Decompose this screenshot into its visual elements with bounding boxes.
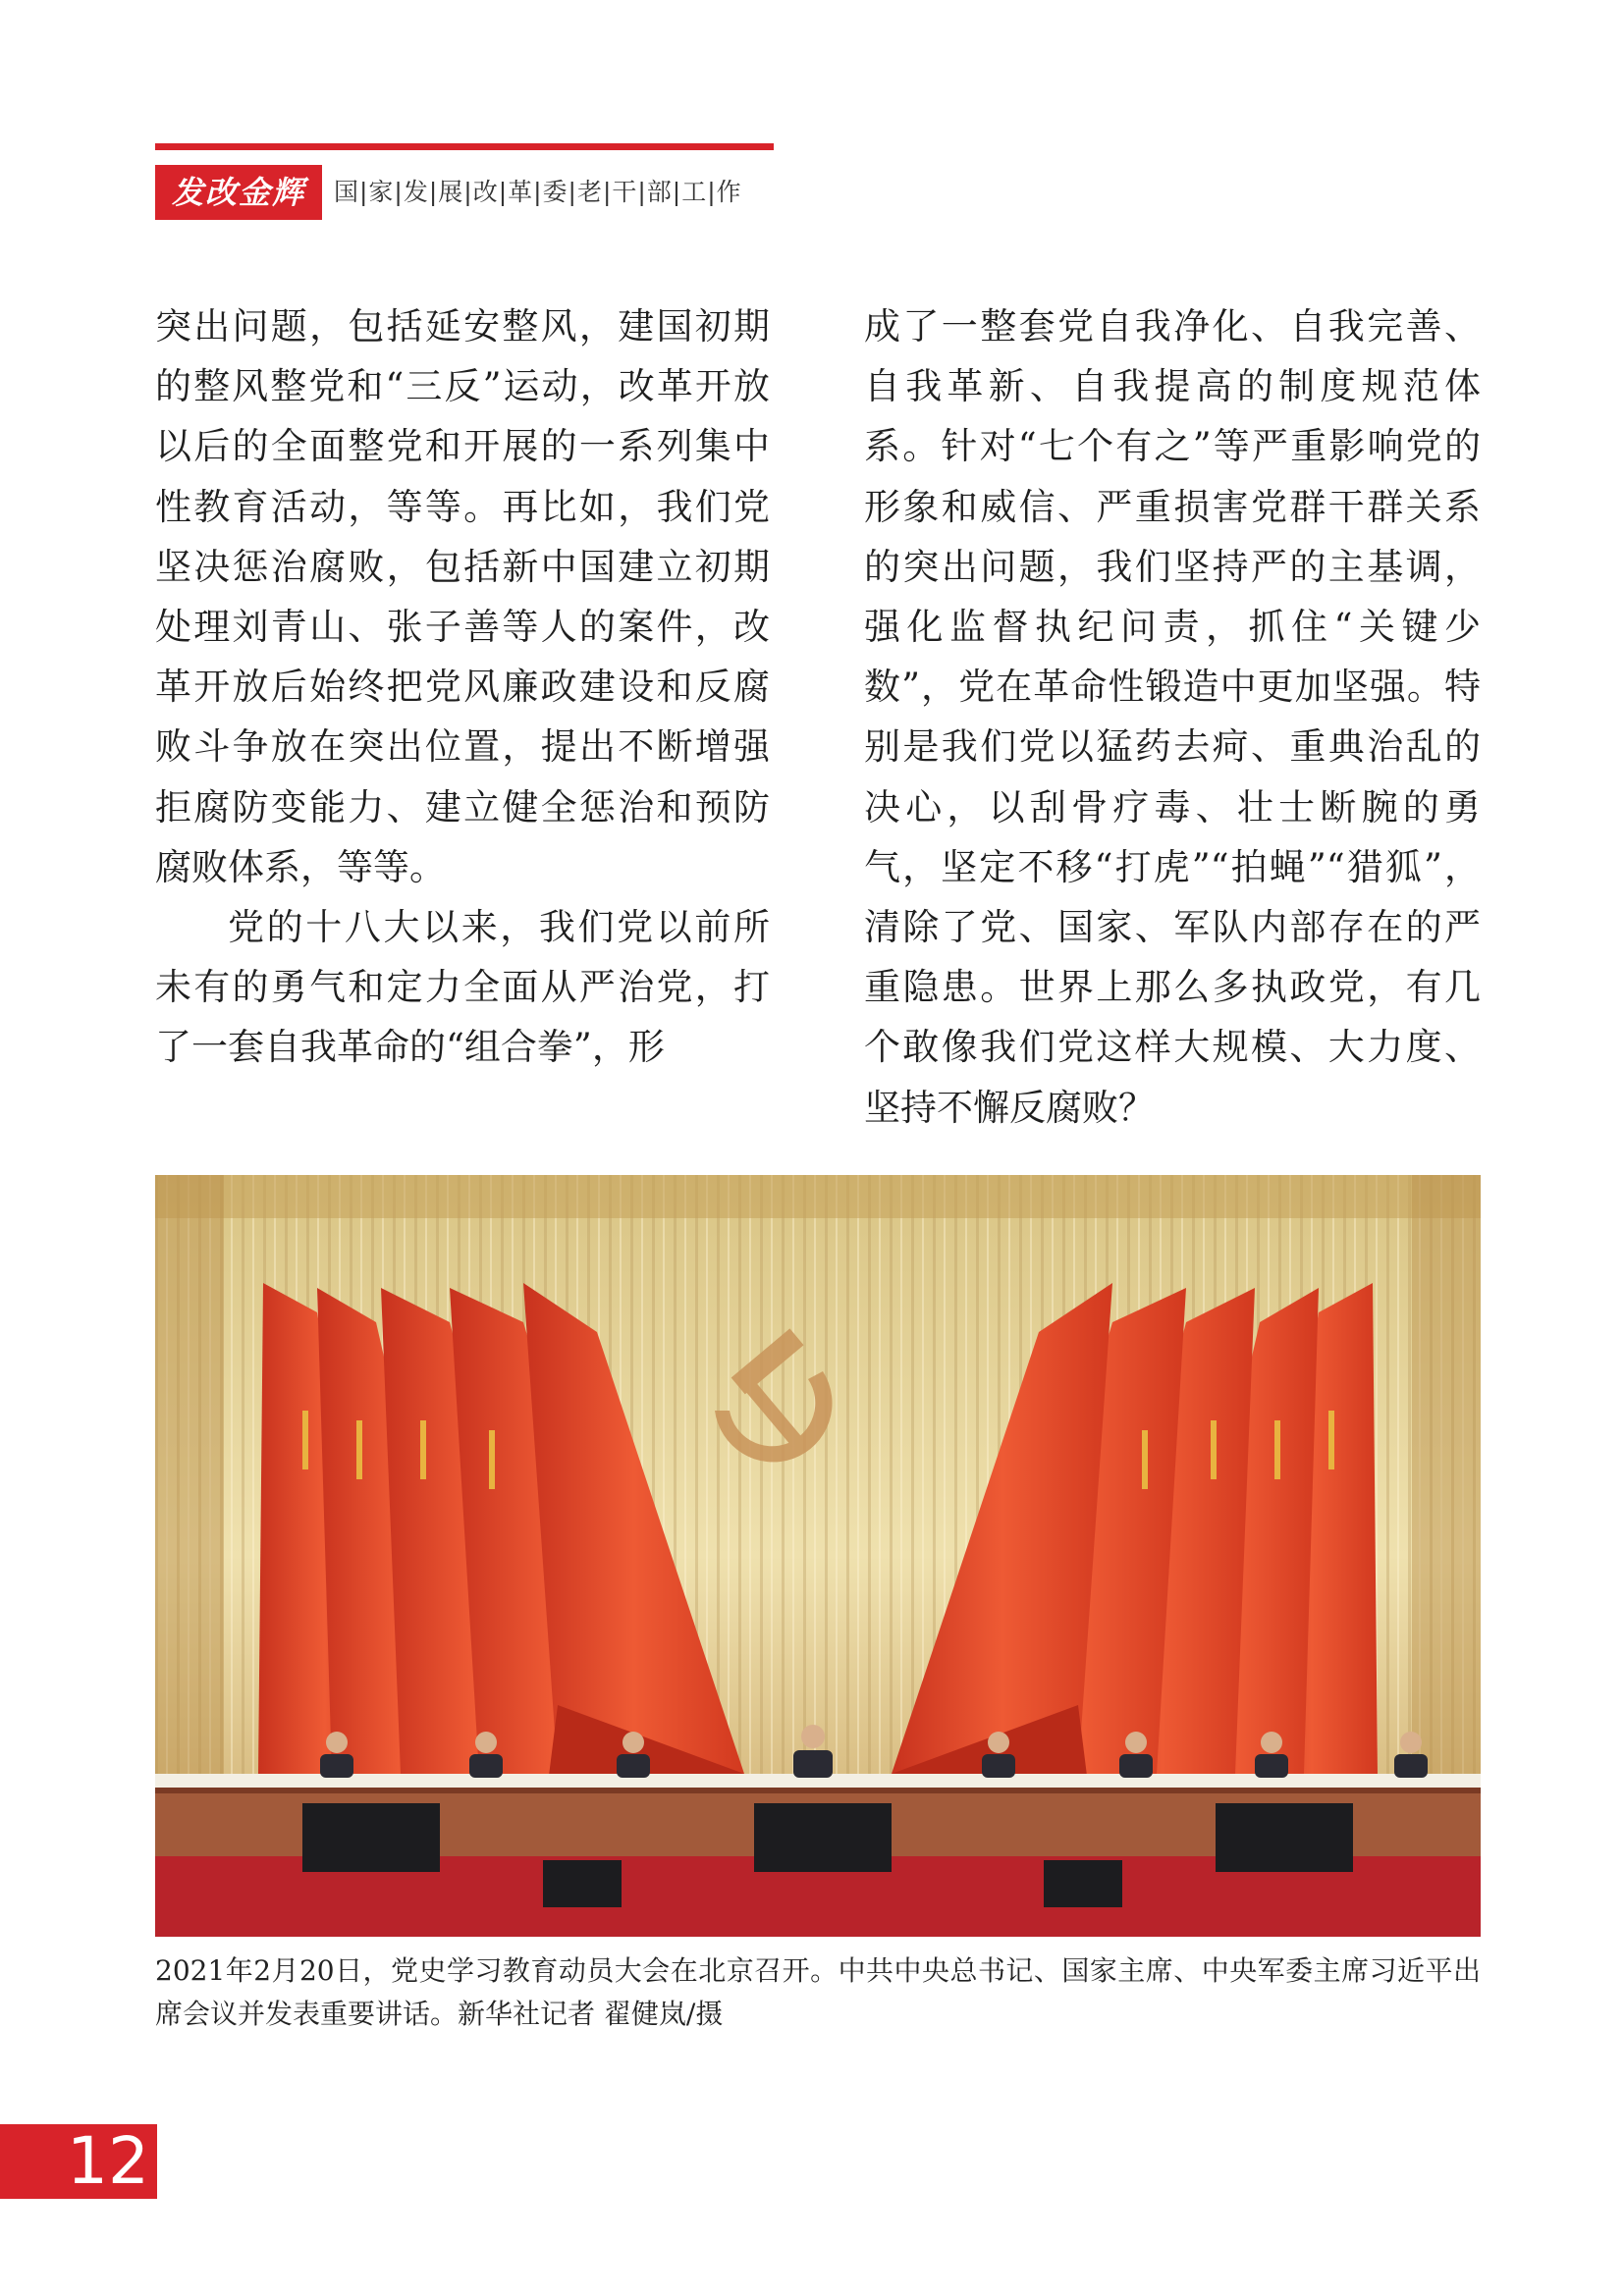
paragraph: 突出问题，包括延安整风，建国初期的整风整党和“三反”运动，改革开放以后的全面整党和开展的一系列集中性教育活动，等等。再比如，我们党坚决惩治腐败，包括新中国建立初期处理刘青山、张子善等人的案件，改革开放后始终把党风廉政建设和反腐败斗争放在突出位置，提出不断增强拒腐防变能力、建立健全惩治和预防腐败体系，等等。 — [155, 305, 770, 888]
page-number: 12 — [0, 2124, 157, 2199]
article-right-column — [864, 296, 1481, 1138]
header-rule — [155, 143, 774, 150]
header-subtitle: 国|家|发|展|改|革|委|老|干|部|工|作 — [334, 178, 742, 206]
paragraph: 成了一整套党自我净化、自我完善、自我革新、自我提高的制度规范体系。针对“七个有之”等严重影响党的形象和威信、严重损害党群干群关系的突出问题，我们坚持严的主基调，强化监督执纪问责，抓住“关键少数”，党在革命性锻造中更加坚强。特别是我们党以猛药去疴、重典治乱的决心，以刮骨疗毒、壮士断腕的勇气，坚定不移“打虎”“拍蝇”“猎狐”，清除了党、国家、军队内部存在的严重隐患。世界上那么多执政党，有几个敢像我们党这样大规模、大力度、坚持不懈反腐败？ — [864, 305, 1481, 1129]
paragraph: 党的十八大以来，我们党以前所未有的勇气和定力全面从严治党，打了一套自我革命的“组合拳”，形 — [155, 906, 770, 1069]
brand-logo: 发改金辉 — [155, 165, 322, 220]
article-left-column — [155, 296, 770, 1078]
photo-caption: 2021年2月20日，党史学习教育动员大会在北京召开。中共中央总书记、国家主席、中央军委主席习近平出席会议并发表重要讲话。新华社记者 翟健岚/摄 — [155, 1954, 1481, 2030]
conference-photo — [155, 1175, 1481, 1937]
